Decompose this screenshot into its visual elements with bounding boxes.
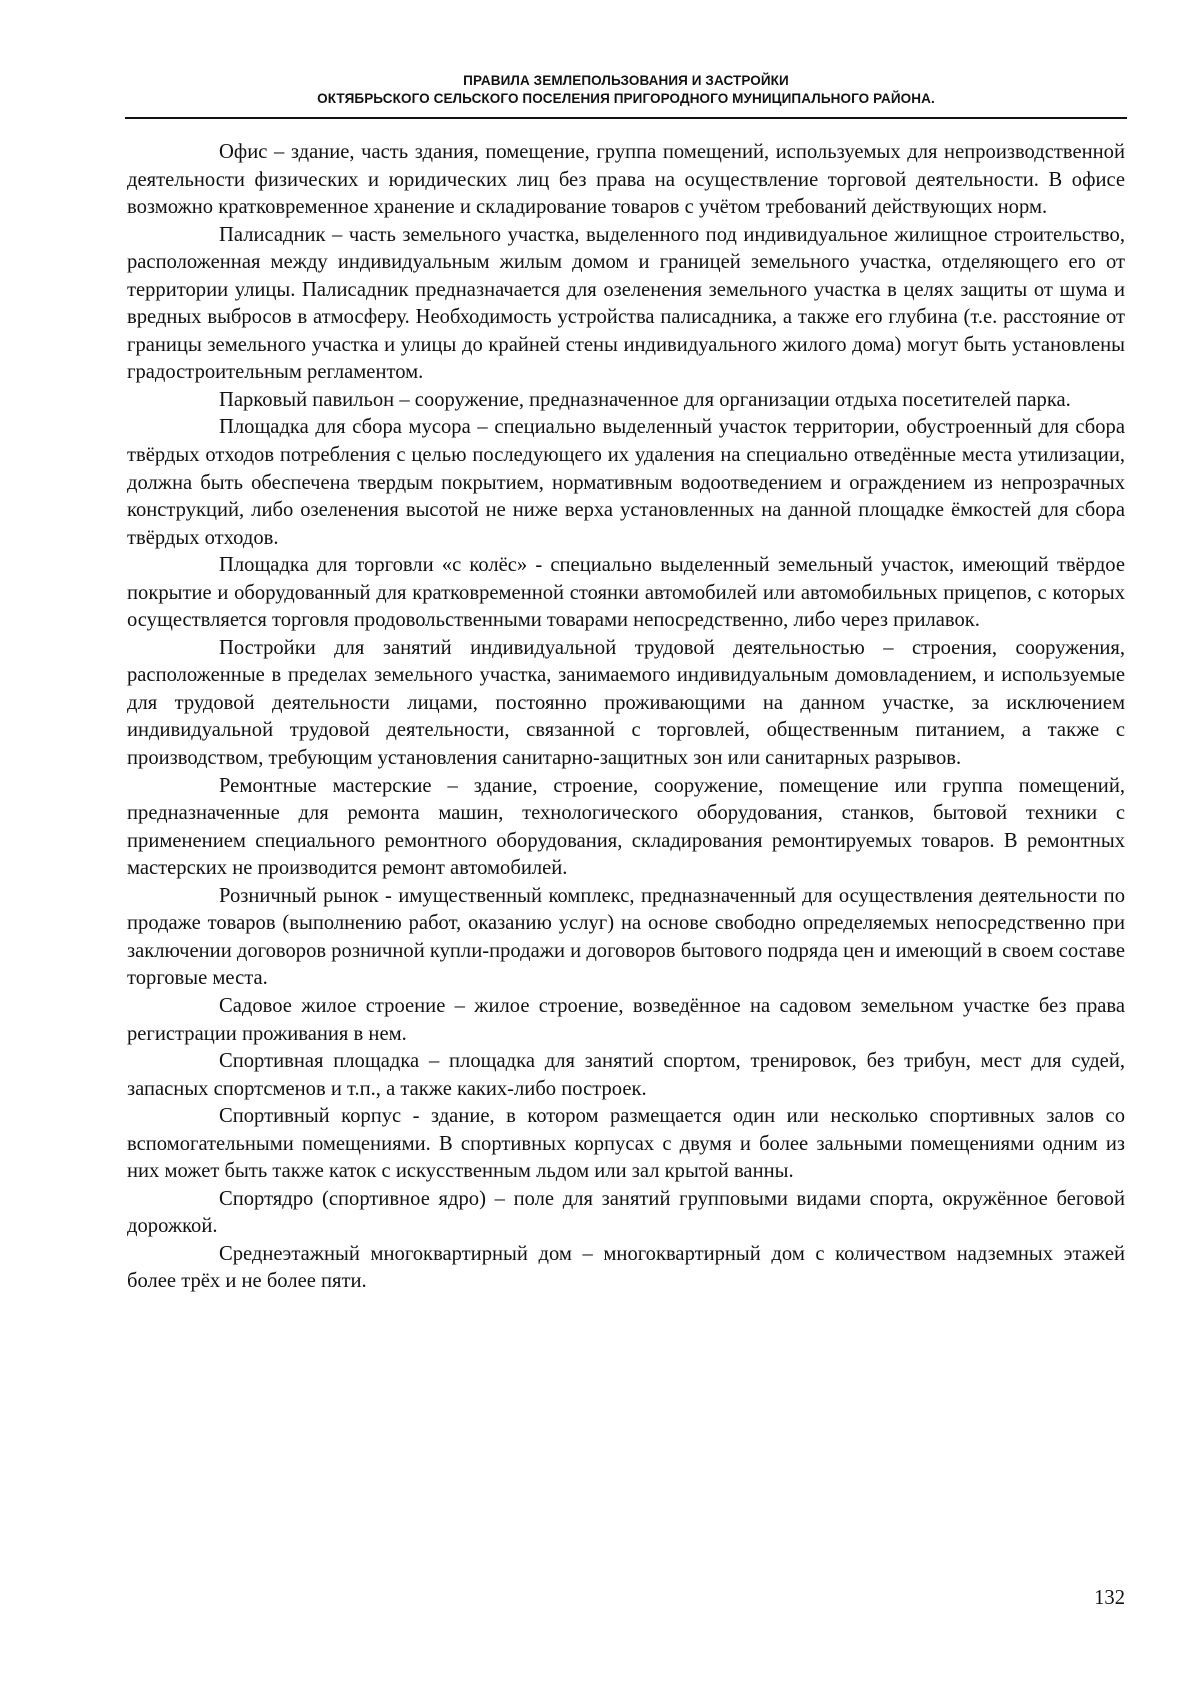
definition-mobile-trade-site: Площадка для торговли «с колёс» - специально выделенный земельный участок, имеющий твёрдое покрытие и оборудованный для кратковременной стоянки автомобилей или автомобильных прицепов, с которых осуществляется торговля продовольственными товарами непосредственно, либо через прилавок. <box>127 554 1125 632</box>
definition-garden-residential-building: Садовое жилое строение – жилое строение, возведённое на садовом земельном участке без права регистрации проживания в нем. <box>127 994 1125 1045</box>
definition-sports-ground: Спортивная площадка – площадка для занятий спортом, тренировок, без трибун, мест для судей, запасных спортсменов и т.п., а также каких-либо построек. <box>127 1050 1125 1100</box>
page-number: 132 <box>1094 1587 1125 1609</box>
definition-mid-rise-apartment-building: Среднеэтажный многоквартирный дом – многоквартирный дом с количеством надземных этажей более трёх и не более пяти. <box>127 1242 1125 1293</box>
definition-repair-workshops: Ремонтные мастерские – здание, строение, сооружение, помещение или группа помещений, предназначенные для ремонта машин, технологического оборудования, станков, бытовой техники с применением специального ремонтного оборудования, складирования ремонтируемых товаров. В ремонтных мастерских не производится ремонт автомобилей. <box>127 774 1125 880</box>
definition-office: Офис – здание, часть здания, помещение, группа помещений, используемых для непроизводственной деятельности физических и юридических лиц без права на осуществление торговой деятельности. В офисе возможно кратковременное хранение и складирование товаров с учётом требований действующих норм. <box>127 141 1125 219</box>
definition-waste-collection-site: Площадка для сбора мусора – специально выделенный участок территории, обустроенный для сбора твёрдых отходов потребления с целью последующего их удаления на специально отведённые места утилизации, должна быть обеспечена твердым покрытием, нормативным водоотведением и ограждением из непрозрачных конструкций, либо озеленения высотой не ниже верха установленных на данной площадке ёмкостей для сбора твёрдых отходов. <box>127 416 1125 549</box>
definition-retail-market: Розничный рынок - имущественный комплекс, предназначенный для осуществления деятельности по продаже товаров (выполнению работ, оказанию услуг) на основе свободно определяемых непосредственно при заключении договоров розничной купли-продажи и договоров бытового подряда цен и имеющий в своем составе торговые места. <box>127 884 1125 990</box>
document-body <box>127 139 1125 1296</box>
header-title-line-1: ПРАВИЛА ЗЕМЛЕПОЛЬЗОВАНИЯ И ЗАСТРОЙКИ <box>463 73 789 88</box>
header-title-line-2: ОКТЯБРЬСКОГО СЕЛЬСКОГО ПОСЕЛЕНИЯ ПРИГОРОДНОГО МУНИЦИПАЛЬНОГО РАЙОНА. <box>317 91 935 106</box>
definition-park-pavilion: Парковый павильон – сооружение, предназначенное для организации отдыха посетителей парка. <box>219 388 1071 411</box>
definition-sports-core: Спортядро (спортивное ядро) – поле для занятий групповыми видами спорта, окружённое беговой дорожкой. <box>127 1187 1125 1238</box>
definition-individual-labor-buildings: Постройки для занятий индивидуальной трудовой деятельностью – строения, сооружения, расположенные в пределах земельного участка, занимаемого индивидуальным домовладением, и используемые для трудовой деятельности лицами, постоянно проживающими на данном участке, за исключением индивидуальной трудовой деятельности, связанной с торговлей, общественным питанием, а также с производством, требующим установления санитарно-защитных зон или санитарных разрывов. <box>127 636 1125 770</box>
running-header <box>125 72 1127 108</box>
definition-front-garden: Палисадник – часть земельного участка, выделенного под индивидуальное жилищное строительство, расположенная между индивидуальным жилым домом и границей земельного участка, отделяющего его от территории улицы. Палисадник предназначается для озеленения земельного участка в целях защиты от шума и вредных выбросов в атмосферу. Необходимость устройства палисадника, а также его глубина (т.е. расстояние от границы земельного участка и улицы до крайней стены индивидуального жилого дома) могут быть установлены градостроительным регламентом. <box>127 223 1125 384</box>
definition-sports-building: Спортивный корпус - здание, в котором размещается один или несколько спортивных залов со вспомогательными помещениями. В спортивных корпусах с двумя и более зальными помещениями одним из них может быть также каток с искусственным льдом или зал крытой ванны. <box>127 1105 1125 1183</box>
header-divider <box>125 117 1127 119</box>
